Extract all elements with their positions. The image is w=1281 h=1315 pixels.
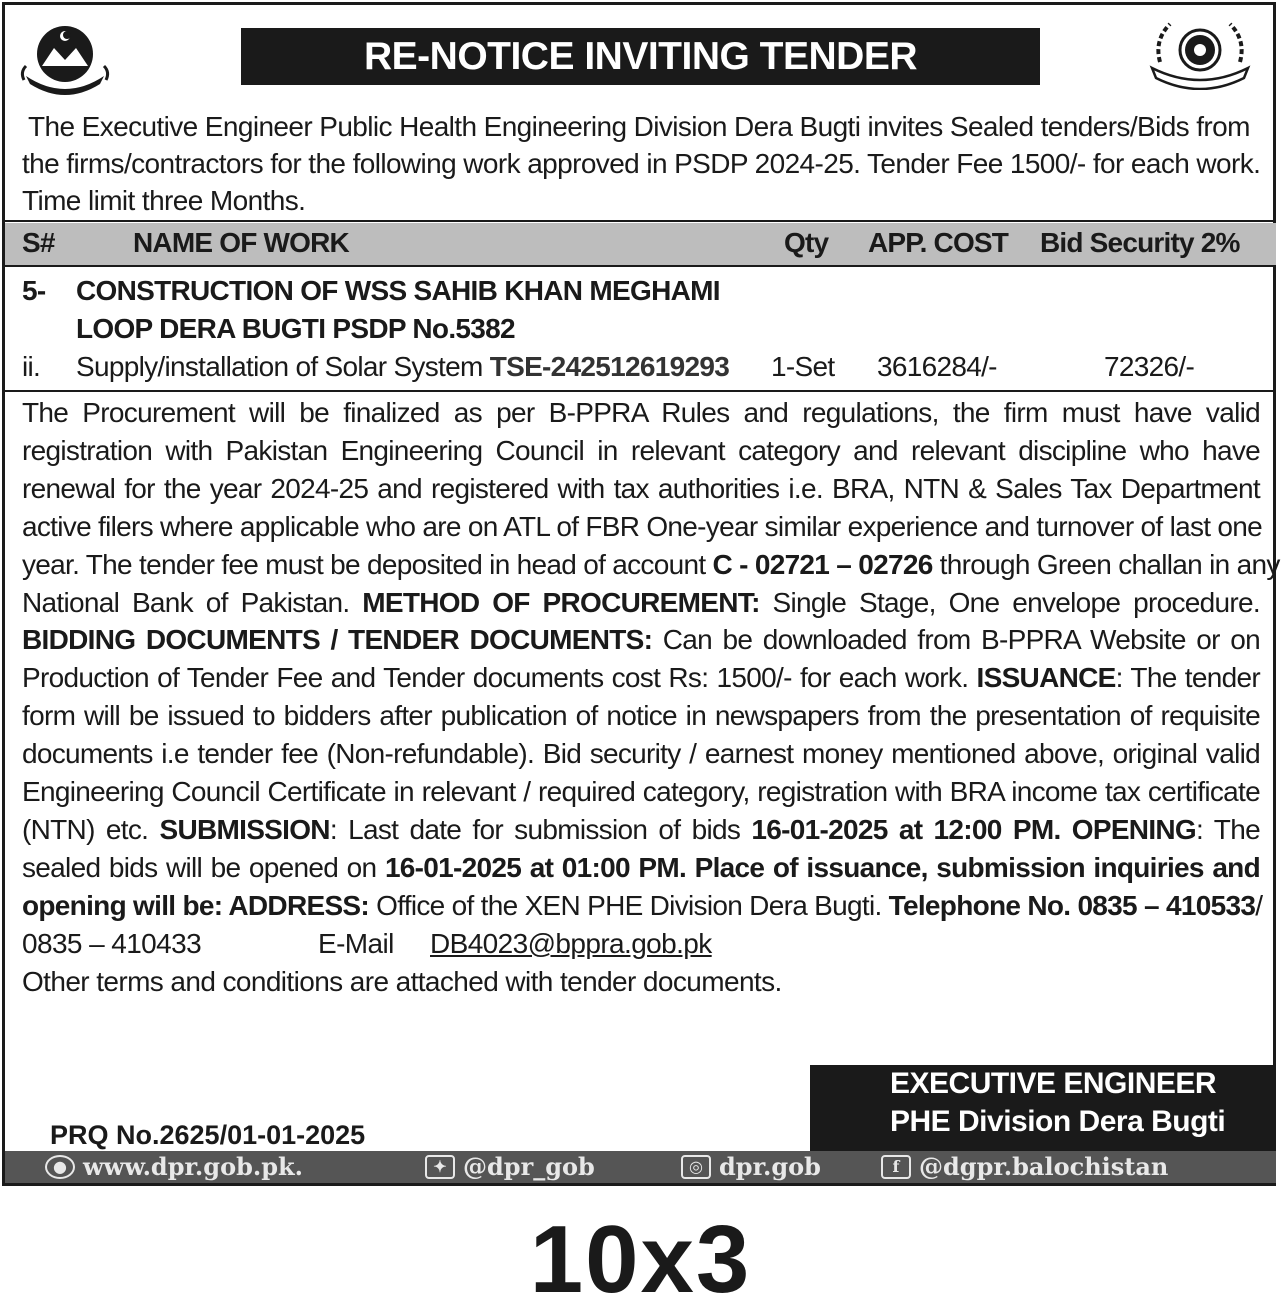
dgpr-emblem-logo: [1146, 16, 1254, 90]
intro-line: Time limit three Months.: [22, 185, 306, 216]
bidding-documents-label: BIDDING DOCUMENTS / TENDER DOCUMENTS:: [22, 624, 653, 656]
telephone: Telephone No. 0835 – 410533: [888, 889, 1256, 921]
account-head: C - 02721 – 02726: [712, 548, 933, 580]
email-link[interactable]: DB4023@bppra.gob.pk: [430, 928, 712, 959]
website-link[interactable]: ● www.dpr.gob.pk.: [45, 1152, 303, 1181]
other-terms: Other terms and conditions are attached with tender documents.: [22, 966, 782, 997]
header-sno: S#: [22, 227, 55, 258]
terms-line: opening will be: ADDRESS: Office of the XEN PHE Division Dera Bugti. Telephone No. 0835 – 410533/: [22, 889, 1263, 921]
terms-paragraph: [22, 394, 1280, 925]
terms-line: active filers where applicable who are on ATL of FBR One-year similar experience and turnover of last one: [22, 510, 1263, 542]
telephone-secondary: 0835 – 410433: [22, 928, 202, 959]
prq-number: PRQ No.2625/01-01-2025: [50, 1120, 366, 1150]
opening-datetime: 16-01-2025 at 01:00 PM. Place of issuance, submission inquiries and: [384, 851, 1260, 883]
signature-office: PHE Division Dera Bugti: [890, 1105, 1226, 1138]
item-cost: 3616284/-: [877, 351, 997, 382]
signature-title: EXECUTIVE ENGINEER: [890, 1067, 1217, 1100]
address-label: opening will be: ADDRESS:: [22, 889, 370, 921]
twitter-icon: ✦: [425, 1155, 455, 1179]
terms-line: sealed bids will be opened on 16-01-2025 at 01:00 PM. Place of issuance, submission inquiries and: [22, 851, 1260, 883]
header-name-of-work: NAME OF WORK: [133, 227, 349, 258]
work-title-line2: LOOP DERA BUGTI PSDP No.5382: [76, 313, 515, 344]
terms-line: (NTN) etc. SUBMISSION: Last date for submission of bids 16-01-2025 at 12:00 PM. OPENING: The: [22, 813, 1260, 845]
item-tse-number: TSE-242512619293: [489, 351, 730, 382]
item-index: ii.: [22, 351, 41, 382]
submission-label: SUBMISSION: [159, 813, 330, 845]
terms-line: Engineering Council Certificate in relevant / required category, registration with BRA income tax certificate: [22, 776, 1260, 808]
facebook-icon: f: [881, 1155, 911, 1179]
terms-line: The Procurement will be finalized as per B-PPRA Rules and regulations, the firm must have valid: [22, 397, 1260, 428]
divider: [5, 390, 1276, 392]
terms-line: registration with Pakistan Engineering Council in relevant category and relevant discipline who have: [22, 434, 1260, 466]
terms-line: Production of Tender Fee and Tender documents cost Rs: 1500/- for each work. ISSUANCE: The tender: [22, 662, 1260, 694]
header-qty: Qty: [784, 227, 829, 258]
signature-block: [810, 1065, 1276, 1151]
globe-icon: ●: [45, 1155, 75, 1179]
terms-line: form will be issued to bidders after publication of notice in newspapers from the presentation of requisite: [22, 700, 1260, 732]
divider: [5, 265, 1276, 267]
instagram-icon: ◎: [681, 1155, 711, 1179]
item-qty: 1-Set: [771, 351, 835, 382]
item-bid-security: 72326/-: [1104, 351, 1195, 382]
terms-line: documents i.e tender fee (Non-refundable). Bid security / earnest money mentioned above, original valid: [22, 738, 1260, 770]
intro-line: the firms/contractors for the following work approved in PSDP 2024-25. Tender Fee 1500/- for each work.: [22, 148, 1261, 179]
item-description: [76, 351, 729, 383]
submission-deadline: 16-01-2025 at 12:00 PM.: [751, 813, 1061, 845]
header-app-cost: APP. COST: [868, 227, 1009, 258]
header-bid-security: Bid Security 2%: [1040, 227, 1240, 258]
twitter-link[interactable]: ✦ @dpr_gob: [425, 1152, 595, 1181]
email-label: E-Mail: [318, 928, 394, 959]
issuance-label: ISSUANCE: [976, 662, 1116, 694]
method-of-procurement-label: METHOD OF PROCUREMENT:: [362, 586, 760, 618]
divider: [5, 220, 1276, 222]
terms-line: year. The tender fee must be deposited in head of account C - 02721 – 02726 through Green challan in any: [22, 548, 1280, 580]
instagram-link[interactable]: ◎ dpr.gob: [681, 1152, 821, 1181]
facebook-link[interactable]: f @dgpr.balochistan: [881, 1152, 1168, 1181]
opening-label: OPENING: [1071, 813, 1197, 845]
item-description-text: Supply/installation of Solar System: [76, 351, 483, 382]
balochistan-government-logo: [18, 14, 112, 96]
work-number: 5-: [22, 275, 46, 306]
social-footer-bar: [5, 1151, 1276, 1183]
ad-size-label: 10x3: [529, 1206, 752, 1313]
notice-title: RE-NOTICE INVITING TENDER: [241, 28, 1040, 85]
terms-line: renewal for the year 2024-25 and registered with tax authorities i.e. BRA, NTN & Sales Tax Department: [22, 472, 1260, 504]
intro-line: The Executive Engineer Public Health Engineering Division Dera Bugti invites Sealed tenders/Bids from: [28, 111, 1250, 142]
work-title-line1: CONSTRUCTION OF WSS SAHIB KHAN MEGHAMI: [76, 275, 720, 306]
terms-line: BIDDING DOCUMENTS / TENDER DOCUMENTS: Can be downloaded from B-PPRA Website or on: [22, 624, 1260, 656]
terms-line: National Bank of Pakistan. METHOD OF PROCUREMENT: Single Stage, One envelope procedure.: [22, 586, 1260, 618]
intro-paragraph: [22, 108, 1262, 219]
